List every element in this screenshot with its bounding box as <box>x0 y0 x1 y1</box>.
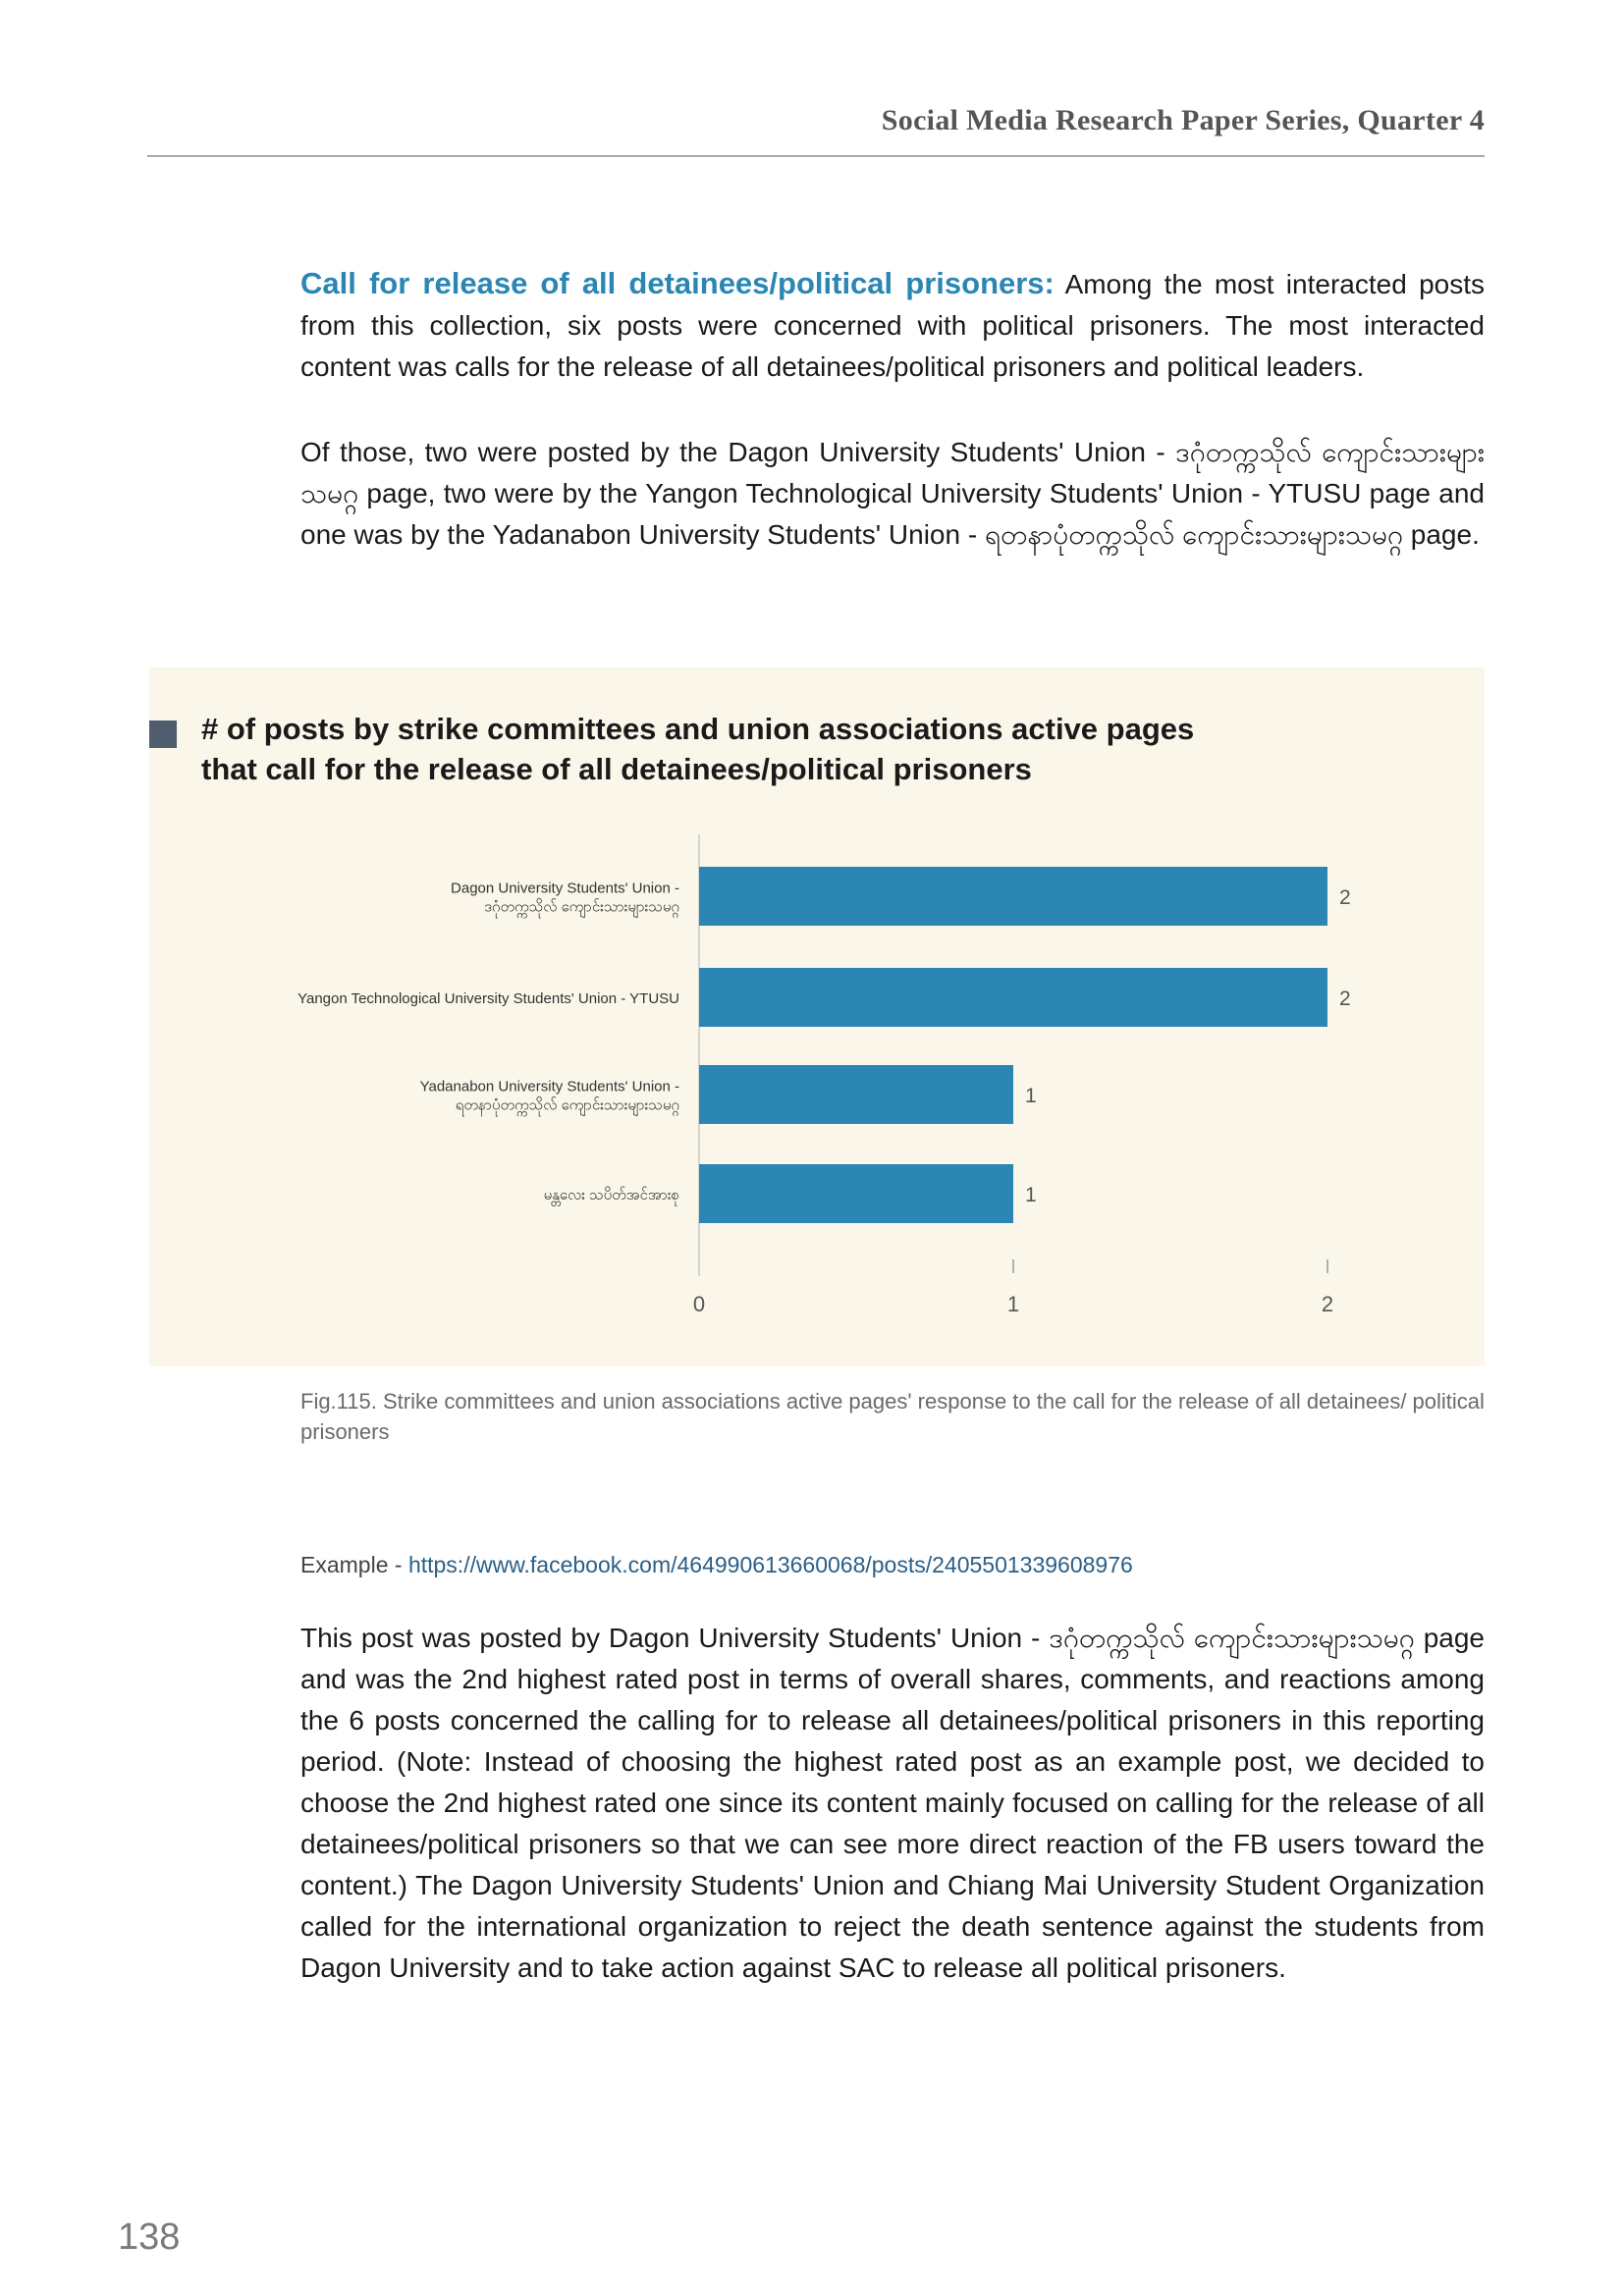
example-link[interactable]: https://www.facebook.com/464990613660068/posts/2405501339608976 <box>407 1552 1133 1577</box>
bar-0 <box>699 867 1327 926</box>
running-header: Social Media Research Paper Series, Quarter 4 <box>881 104 1485 136</box>
category-label-0-0: Dagon University Students' Union - <box>451 880 679 897</box>
paragraph-example-description: This post was posted by Dagon University Students' Union - ဒဂုံတက္ကသိုလ် ကျောင်းသားများသမဂ္ဂ page and was the 2nd highest rated post in terms of overall shares, comments, and reactions among the 6 posts concerned the calling for to release all detainees/political prisoners in this reporting period. (Note: Instead of choosing the highest rated post as an example post, we decided to choose the 2nd highest rated one since its content mainly focused on calling for the release of all detainees/political prisoners so that we can see more direct reaction of the FB users toward the content.) The Dagon University Students' Union and Chiang Mai University Student Organization called for the international organization to reject the death sentence against the students from Dagon University and to take action against SAC to release all political prisoners. <box>300 1623 1485 1983</box>
example-label: Example - <box>300 1552 408 1577</box>
category-label-2-0: Yadanabon University Students' Union - <box>419 1078 679 1095</box>
x-tick-label-2: 2 <box>1321 1292 1334 1316</box>
x-tick-label-1: 1 <box>1006 1292 1020 1316</box>
data-label-3: 1 <box>1025 1184 1037 1206</box>
category-label-3-0: မန္တလေး သပိတ်အင်အားစု <box>543 1187 679 1203</box>
category-label-1-0: Yangon Technological University Students' Union - YTUSU <box>298 990 679 1007</box>
data-label-0: 2 <box>1339 886 1351 909</box>
bar-3 <box>699 1164 1013 1223</box>
intro-text: Among the most interacted posts from this collection, six posts were concerned with political prisoners. The most interacted content was calls for the release of all detainees/political prisoners and political leaders. <box>300 269 1485 382</box>
chart-title-line-1: # of posts by strike committees and union associations active pages <box>201 712 1195 746</box>
example-line <box>300 1549 1133 1580</box>
chart-title-line-2: that call for the release of all detainees/political prisoners <box>201 752 1032 786</box>
x-tick-label-0: 0 <box>692 1292 706 1316</box>
data-label-1: 2 <box>1339 988 1351 1010</box>
section-lead: Call for release of all detainees/political prisoners: <box>300 266 1055 300</box>
data-label-2: 1 <box>1025 1085 1037 1107</box>
bar-1 <box>699 968 1327 1027</box>
paragraph-posters: Of those, two were posted by the Dagon University Students' Union - ဒဂုံတက္ကသိုလ် ကျောင်းသားများသမဂ္ဂ page, two were by the Yangon Technological University Students' Union - YTUSU page and one was by the Yadanabon University Students' Union - ရတနာပုံတက္ကသိုလ် ကျောင်းသားများသမဂ္ဂ page. <box>300 437 1485 550</box>
category-label-0-1: ဒဂုံတက္ကသိုလ် ကျောင်းသားများသမဂ္ဂ <box>484 898 679 916</box>
bar-2 <box>699 1065 1013 1124</box>
figure-caption: Fig.115. Strike committees and union associations active pages' response to the call for the release of all detainees/ political prisoners <box>300 1389 1485 1444</box>
category-label-2-1: ရတနာပုံတက္ကသိုလ် ကျောင်းသားများသမဂ္ဂ <box>455 1096 679 1114</box>
page-number: 138 <box>118 2216 181 2258</box>
